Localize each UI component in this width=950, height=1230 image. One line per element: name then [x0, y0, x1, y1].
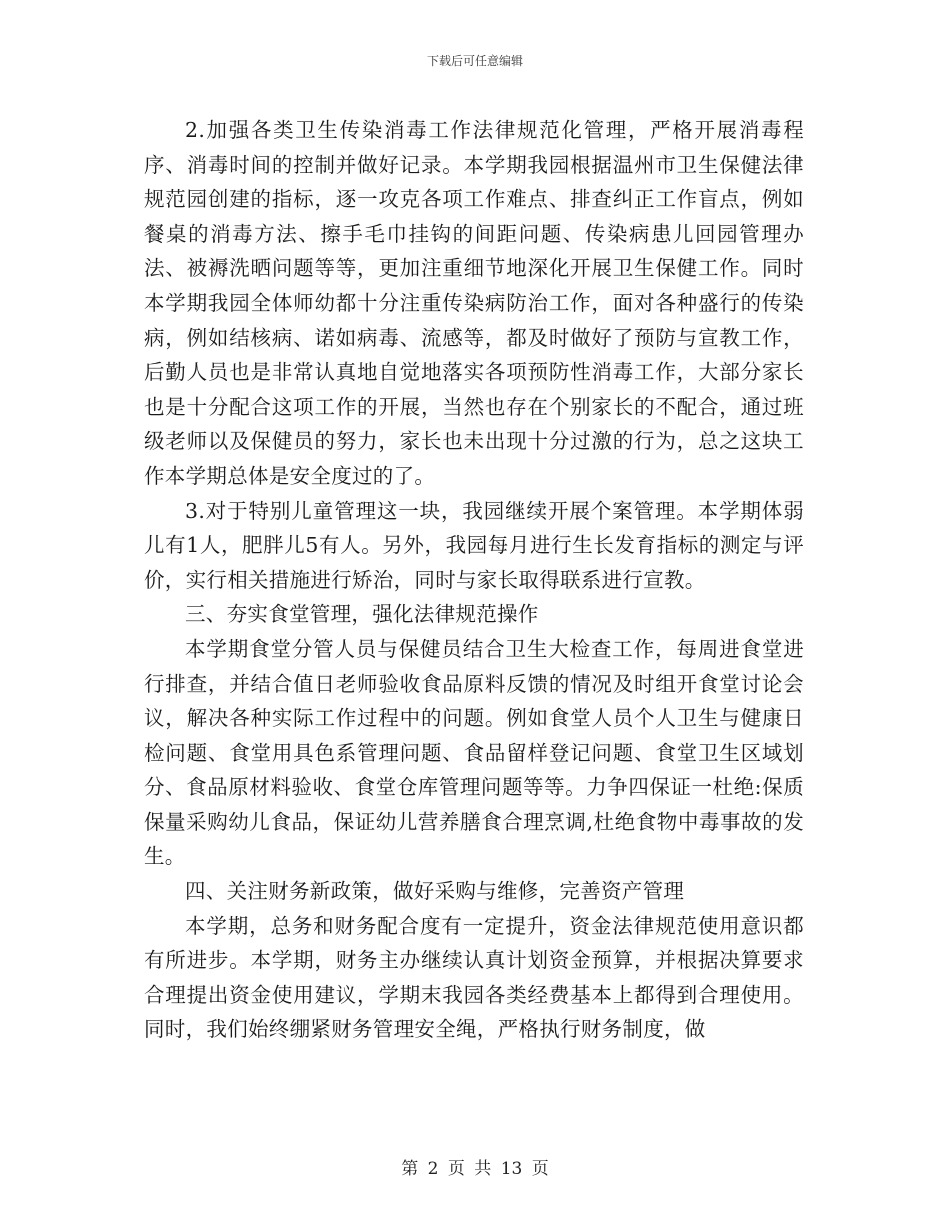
section-heading-finance: 四、关注财务新政策，做好采购与维修，完善资产管理: [185, 879, 685, 904]
page-number: 第 2 页 共 13 页: [401, 1159, 549, 1179]
paragraph-finance: 本学期，总务和财务配合度有一定提升，资金法律规范使用意识都有所进步。本学期，财务主办继续认真计划资金预算，并根据决算要求合理提出资金使用建议，学期末我园各类经费基本上都得到合理使用。同时，我们始终绷紧财务管理安全绳，严格执行财务制度，做: [144, 913, 804, 1042]
section-heading-canteen: 三、夯实食堂管理，强化法律规范操作: [185, 602, 539, 627]
paragraph-canteen-management: 本学期食堂分管人员与保健员结合卫生大检查工作，每周进食堂进行排查，并结合值日老师验收食品原料反馈的情况及时组开食堂讨论会议，解决各种实际工作过程中的问题。例如食堂人员个人卫生与健康日检问题、食堂用具色系管理问题、食品留样登记问题、食堂卫生区域划分、食品原材料验收、食堂仓库管理问题等等。力争四保证一杜绝:保质保量采购幼儿食品，保证幼儿营养膳食合理烹调,杜绝食物中毒事故的发生。: [144, 636, 804, 869]
paragraph-disinfection-management: 2.加强各类卫生传染消毒工作法律规范化管理，严格开展消毒程序、消毒时间的控制并做好记录。本学期我园根据温州市卫生保健法律规范园创建的指标，逐一攻克各项工作难点、排查纠正工作盲点，例如餐桌的消毒方法、擦手毛巾挂钩的间距问题、传染病患儿回园管理办法、被褥洗晒问题等等，更加注重细节地深化开展卫生保健工作。同时本学期我园全体师幼都十分注重传染病防治工作，面对各种盛行的传染病，例如结核病、诺如病毒、流感等，都及时做好了预防与宣教工作，后勤人员也是非常认真地自觉地落实各项预防性消毒工作，大部分家长也是十分配合这项工作的开展，当然也存在个别家长的不配合，通过班级老师以及保健员的努力，家长也未出现十分过激的行为，总之这块工作本学期总体是安全度过的了。: [144, 118, 804, 488]
paragraph-special-children: 3.对于特别儿童管理这一块，我园继续开展个案管理。本学期体弱儿有1人，肥胖儿5有人。另外，我园每月进行生长发育指标的测定与评价，实行相关措施进行矫治，同时与家长取得联系进行宣教。: [144, 498, 804, 592]
page-header: 下载后可任意编辑: [426, 54, 523, 68]
document-body: [144, 113, 804, 1047]
